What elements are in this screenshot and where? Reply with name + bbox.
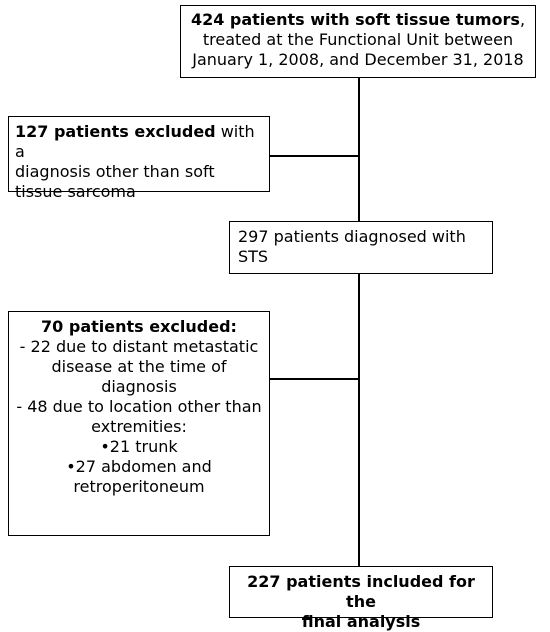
excluded-2-line: disease at the time of bbox=[51, 357, 227, 376]
excluded-2-line: - 48 due to location other than bbox=[16, 397, 262, 416]
excluded-1-line2: diagnosis other than soft bbox=[15, 162, 215, 181]
excluded-1-rest: with a bbox=[15, 122, 255, 161]
excluded-2-line: - 22 due to distant metastatic bbox=[19, 337, 259, 356]
main-vertical-connector-lower bbox=[358, 274, 360, 566]
box-total-patients bbox=[180, 5, 536, 78]
excluded-1-line3: tissue sarcoma bbox=[15, 182, 136, 201]
excluded-2-line: extremities: bbox=[91, 417, 187, 436]
box-excluded-non-sarcoma bbox=[8, 116, 270, 201]
box-final-analysis bbox=[229, 566, 493, 631]
diagnosed-line2: STS bbox=[238, 247, 269, 266]
excluded-1-bold: 127 patients excluded bbox=[15, 122, 216, 141]
main-vertical-connector bbox=[358, 78, 360, 221]
excluded-2-line: •27 abdomen and bbox=[66, 457, 212, 476]
box-excluded-metastatic-location bbox=[8, 311, 270, 536]
excluded-2-line: diagnosis bbox=[101, 377, 177, 396]
connector-to-excluded-1 bbox=[270, 155, 360, 157]
diagnosed-line1: 297 patients diagnosed with bbox=[238, 227, 466, 246]
excluded-2-line: •21 trunk bbox=[100, 437, 178, 456]
total-patients-rest: , bbox=[519, 10, 526, 29]
excluded-2-title: 70 patients excluded: bbox=[41, 317, 237, 336]
connector-to-excluded-2 bbox=[270, 378, 360, 380]
total-patients-line3: January 1, 2008, and December 31, 2018 bbox=[192, 50, 524, 69]
final-line2: final analysis bbox=[301, 612, 421, 631]
total-patients-bold: 424 patients with soft tissue tumors bbox=[190, 10, 520, 29]
total-patients-line2: treated at the Functional Unit between bbox=[202, 30, 514, 49]
box-diagnosed-sts bbox=[229, 221, 493, 274]
final-line1: 227 patients included for the bbox=[247, 572, 475, 611]
excluded-2-line: retroperitoneum bbox=[73, 477, 205, 496]
